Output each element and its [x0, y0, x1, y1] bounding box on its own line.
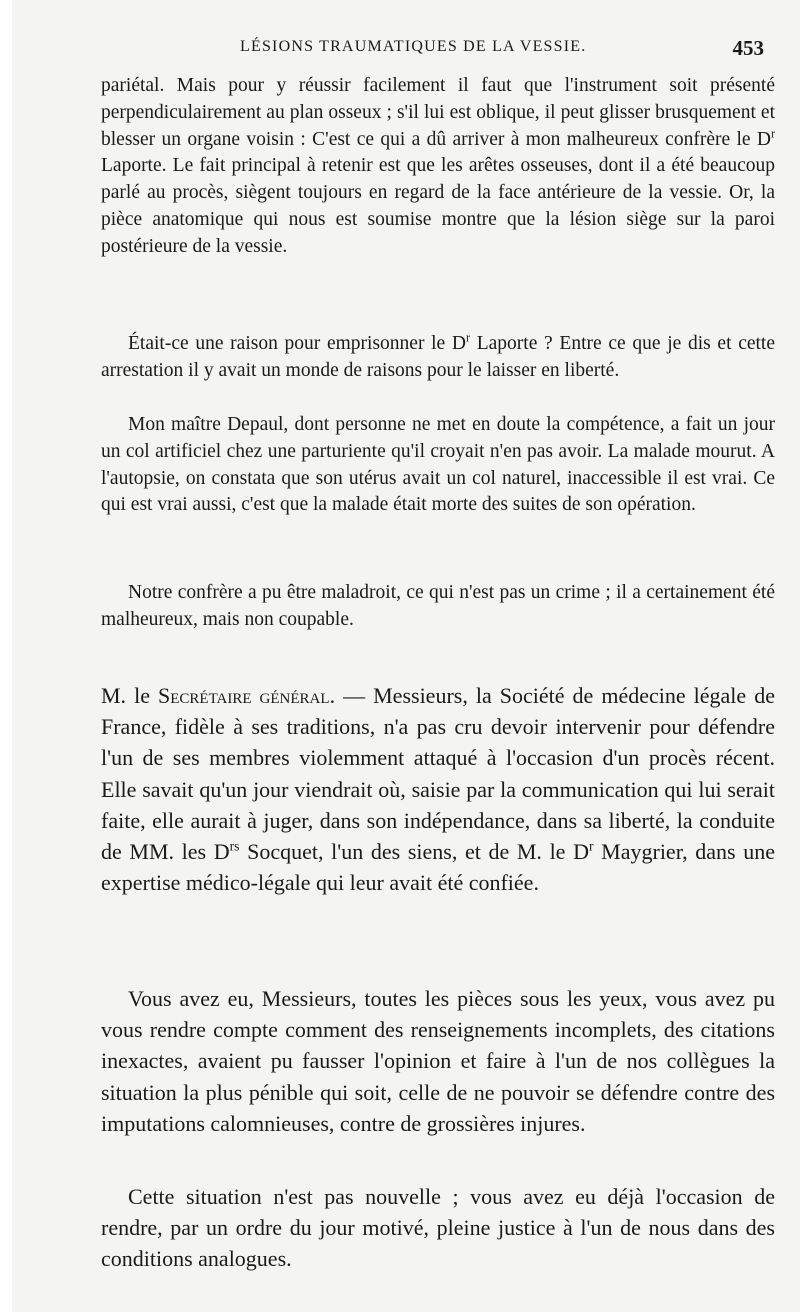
- running-title: LÉSIONS TRAUMATIQUES DE LA VESSIE.: [240, 38, 587, 55]
- running-head: [90, 36, 764, 62]
- paragraph-2: [101, 331, 775, 385]
- superscript: r: [770, 126, 775, 141]
- paragraph-1: [101, 73, 775, 261]
- paragraph-5: [101, 680, 775, 898]
- paragraph-1-text: pariétal. Mais pour y réussir facilement il faut que l'instrument soit présenté perpendiculairement au plan osseux ; s'il lui est oblique, il peut glisser brusquement et blesser un organe voisin : C'est ce qui a dû arriver à mon malheureux confrère le D: [101, 75, 775, 150]
- paragraph-4: Notre confrère a pu être maladroit, ce qui n'est pas un crime ; il a certainement été malheureux, mais non coupable.: [101, 582, 775, 630]
- paragraph-6: Vous avez eu, Messieurs, toutes les pièces sous les yeux, vous avez pu vous rendre compte comment des renseignements incomplets, des citations inexactes, avaient pu fausser l'opinion et faire à l'un de nos collègues la situation la plus pénible qui soit, celle de ne pouvoir se défendre contre des imputations calomnieuses, contre de grossières injures.: [101, 986, 775, 1136]
- speaker-title: Secrétaire général: [158, 683, 330, 708]
- paragraph-5-text: . — Messieurs, la Société de médecine légale de France, fidèle à ses traditions, n'a pas cru devoir intervenir pour défendre l'un de ses membres violemment attaqué à l'occasion d'un procès récent. Elle savait qu'un jour viendrait où, saisie par la communication qui lui serait faite, elle aurait à juger, dans son indépendance, dans sa liberté, la conduite de MM. les D: [101, 683, 775, 865]
- superscript: r: [588, 838, 594, 854]
- superscript: rs: [229, 838, 240, 854]
- paragraph-3: Mon maître Depaul, dont personne ne met en doute la compétence, a fait un jour un col artificiel chez une parturiente qu'il croyait n'en pas avoir. La malade mourut. A l'autopsie, on constata que son utérus avait un col naturel, inaccessible il est vrai. Ce qui est vrai aussi, c'est que la malade était morte des suites de son opération.: [101, 414, 775, 516]
- paragraph-5-text-mid: Socquet, l'un des siens, et de M. le D: [239, 839, 589, 865]
- superscript: r: [466, 330, 471, 345]
- paragraph-2-text-end: Laporte ? Entre ce que je dis et cette arrestation il y avait un monde de raisons pour le laisser en liberté.: [101, 333, 775, 381]
- page-number: 453: [732, 36, 764, 60]
- paragraph-1-text-end: Laporte. Le fait principal à retenir est que les arêtes osseuses, dont il a été beaucoup parlé au procès, siègent toujours en regard de la face antérieure de la vessie. Or, la pièce anatomique qui nous est soumise montre que la lésion siège sur la paroi postérieure de la vessie.: [101, 155, 775, 257]
- paragraph-2-text: Était-ce une raison pour emprisonner le D: [128, 333, 466, 354]
- paragraph-5-text-end: Maygrier, dans une expertise médico-légale qui leur avait été confiée.: [101, 839, 776, 896]
- paragraph-7: Cette situation n'est pas nouvelle ; vous avez eu déjà l'occasion de rendre, par un ordre du jour motivé, pleine justice à l'un de nous dans des conditions analogues.: [101, 1184, 775, 1272]
- speaker-label: M. le: [101, 683, 158, 708]
